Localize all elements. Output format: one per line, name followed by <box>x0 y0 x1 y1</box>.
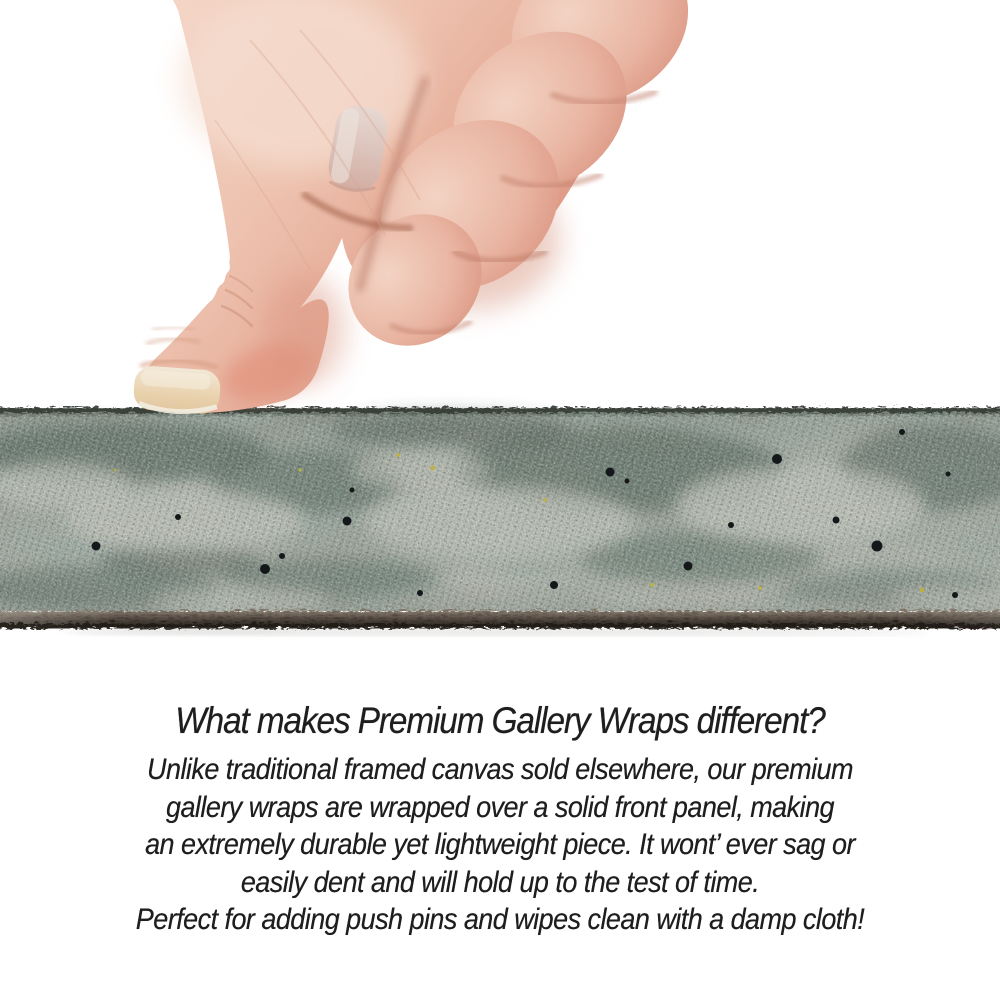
hand-pressing-thumb-photo <box>133 0 718 415</box>
canvas-edge-photo <box>0 406 1000 636</box>
thumb-nail <box>133 365 222 415</box>
body-line-4: easily dent and will hold up to the test of time. <box>240 865 760 899</box>
canvas-drop-shadow <box>60 628 930 636</box>
thumb-side-shadow <box>265 275 345 385</box>
canvas-bottom-edge <box>0 609 1000 627</box>
body-line-2: gallery wraps are wrapped over a solid front panel, making <box>165 790 835 824</box>
body-line-5: Perfect for adding push pins and wipes clean with a damp cloth! <box>135 903 865 937</box>
headline: What makes Premium Gallery Wraps different? <box>175 700 825 741</box>
body-line-3: an extremely durable yet lightweight piece. It wont’ ever sag or <box>145 828 855 862</box>
marketing-copy <box>50 697 950 939</box>
body-line-1: Unlike traditional framed canvas sold elsewhere, our premium <box>147 753 853 786</box>
